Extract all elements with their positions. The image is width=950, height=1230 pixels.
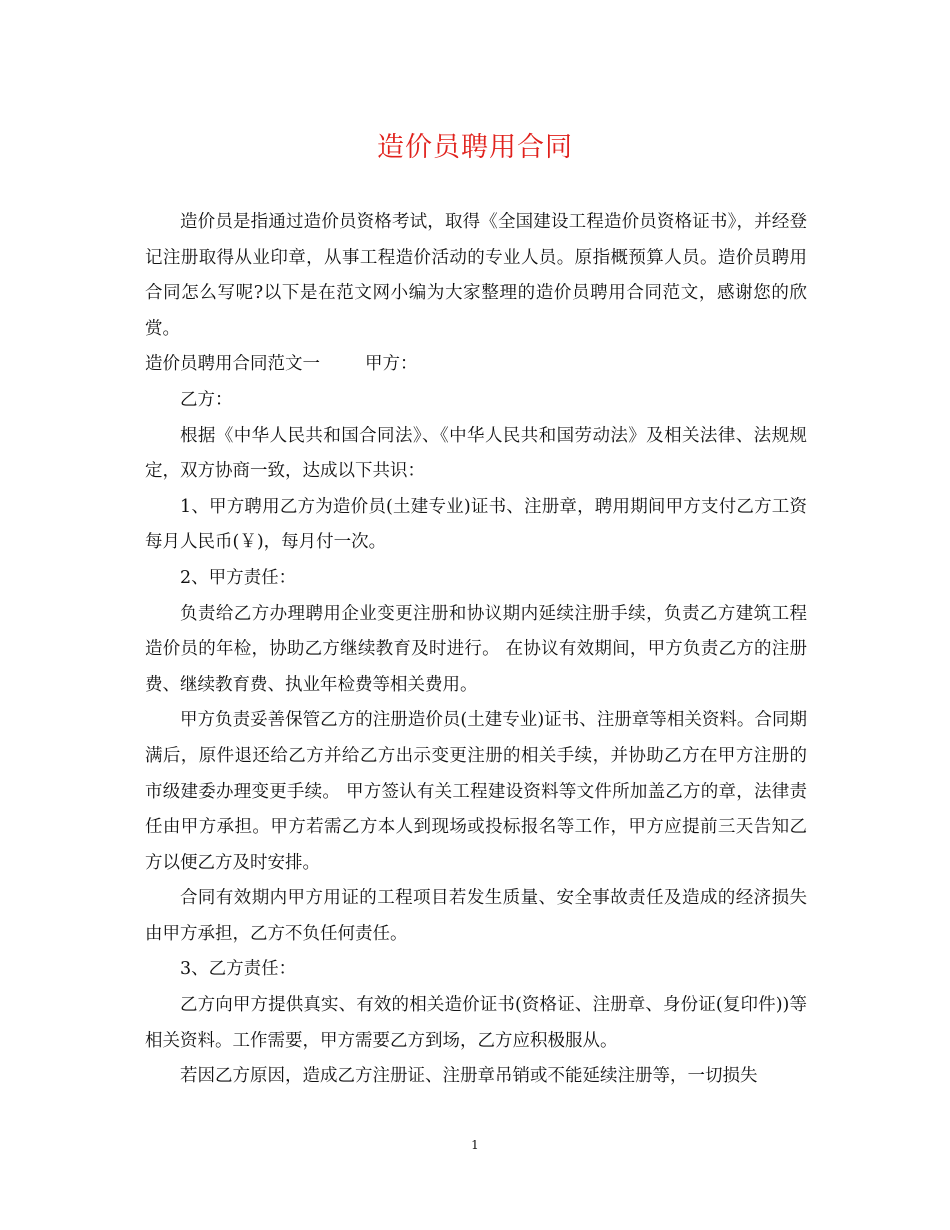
document-title: 造价员聘用合同 (377, 132, 573, 163)
clause-3-paragraph-2: 若因乙方原因，造成乙方注册证、注册章吊销或不能延续注册等，一切损失 (180, 1066, 758, 1087)
clause-3-paragraph-1: 乙方向甲方提供真实、有效的相关造价证书(资格证、注册章、身份证(复印件))等相关资料。工作需要，甲方需要乙方到场，乙方应积极服从。 (145, 995, 807, 1051)
sample-heading-row (145, 347, 807, 383)
clause-1: 1、甲方聘用乙方为造价员(土建专业)证书、注册章，聘用期间甲方支付乙方工资每月人民币(￥)，每月付一次。 (145, 496, 807, 553)
clause-3-heading: 3、乙方责任： (180, 959, 297, 980)
clause-2-heading: 2、甲方责任： (180, 567, 297, 588)
document-body (145, 205, 807, 1095)
clause-2-paragraph-1: 负责给乙方办理聘用企业变更注册和协议期内延续注册手续，负责乙方建筑工程造价员的年检，协助乙方继续教育及时进行。 在协议有效期间，甲方负责乙方的注册费、继续教育费、执业年检费等相关费用。 (145, 603, 807, 695)
clause-2-paragraph-2: 甲方负责妥善保管乙方的注册造价员(土建专业)证书、注册章等相关资料。合同期满后，原件退还给乙方并给乙方出示变更注册的相关手续，并协助乙方在甲方注册的市级建委办理变更手续。 甲方签认有关工程建设资料等文件所加盖乙方的章，法律责任由甲方承担。甲方若需乙方本人到现场或投标报名等工作，甲方应提前三天告知乙方以便乙方及时安排。 (145, 710, 807, 873)
sample-heading: 造价员聘用合同范文一 (145, 354, 320, 375)
party-b-label: 乙方： (180, 389, 233, 410)
page-number: 1 (471, 1138, 479, 1152)
clause-2-paragraph-3: 合同有效期内甲方用证的工程项目若发生质量、安全事故责任及造成的经济损失由甲方承担，乙方不负任何责任。 (145, 888, 807, 944)
party-a-label: 甲方： (365, 354, 418, 375)
basis-paragraph: 根据《中华人民共和国合同法》、《中华人民共和国劳动法》及相关法律、法规规定，双方协商一致，达成以下共识： (145, 425, 807, 482)
intro-paragraph: 造价员是指通过造价员资格考试，取得《全国建设工程造价员资格证书》，并经登记注册取得从业印章，从事工程造价活动的专业人员。原指概预算人员。造价员聘用合同怎么写呢?以下是在范文网小编为大家整理的造价员聘用合同范文，感谢您的欣赏。 (145, 212, 807, 339)
